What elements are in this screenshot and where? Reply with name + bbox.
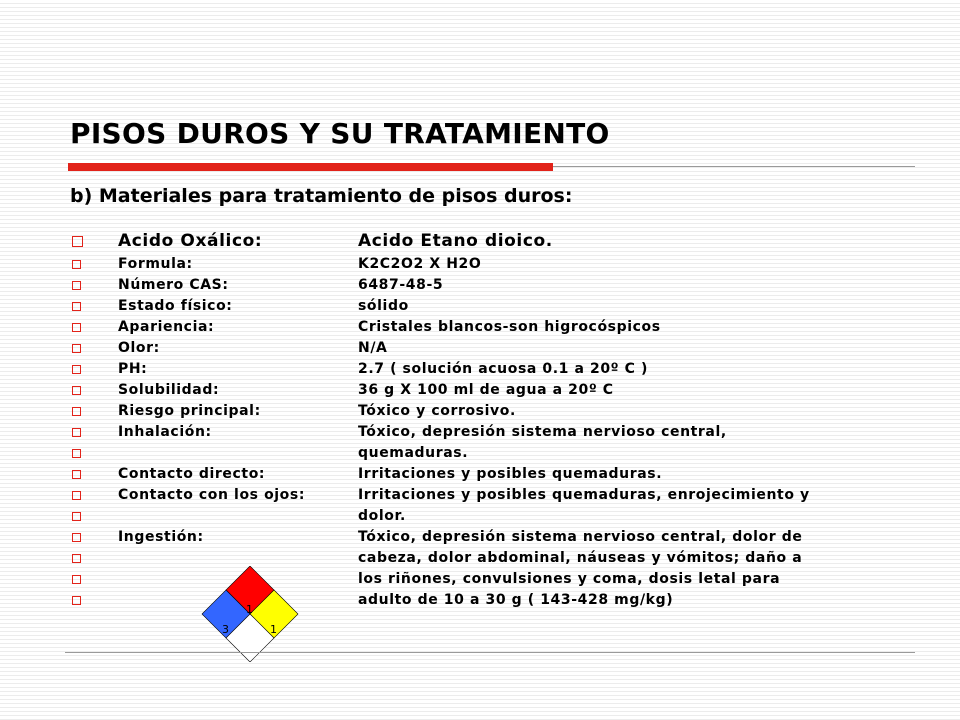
nfpa-diamond-icon: [200, 566, 300, 662]
property-row: [72, 380, 922, 401]
property-value: Acido Etano dioico.: [358, 231, 553, 251]
square-bullet-icon: [72, 596, 81, 605]
square-bullet-icon: [72, 512, 81, 521]
property-label: Solubilidad:: [118, 382, 220, 398]
property-row: [72, 228, 922, 254]
property-label: Estado físico:: [118, 298, 233, 314]
square-bullet-icon: [72, 302, 81, 311]
property-value: adulto de 10 a 30 g ( 143-428 mg/kg): [358, 592, 674, 608]
property-row: [72, 296, 922, 317]
property-label: Contacto directo:: [118, 466, 266, 482]
property-label: Olor:: [118, 340, 160, 356]
property-value: N/A: [358, 340, 388, 356]
square-bullet-icon: [72, 407, 81, 416]
nfpa-reactivity-rating: 1: [270, 623, 277, 636]
property-value: dolor.: [358, 508, 406, 524]
square-bullet-icon: [72, 260, 81, 269]
property-row: [72, 443, 922, 464]
property-label: Formula:: [118, 256, 193, 272]
property-value: 36 g X 100 ml de agua a 20º C: [358, 382, 614, 398]
property-row: [72, 422, 922, 443]
square-bullet-icon: [72, 323, 81, 332]
property-value: Tóxico, depresión sistema nervioso central,: [358, 424, 727, 440]
section-subtitle: b) Materiales para tratamiento de pisos duros:: [70, 185, 573, 207]
title-divider-line: [553, 166, 915, 167]
property-row: [72, 275, 922, 296]
square-bullet-icon: [72, 386, 81, 395]
property-row: [72, 401, 922, 422]
property-row: [72, 485, 922, 506]
square-bullet-icon: [72, 533, 81, 542]
property-value: Irritaciones y posibles quemaduras.: [358, 466, 663, 482]
property-value: Irritaciones y posibles quemaduras, enrojecimiento y: [358, 487, 810, 503]
property-label: Número CAS:: [118, 277, 229, 293]
property-value: Cristales blancos-son higrocóspicos: [358, 319, 661, 335]
square-bullet-icon: [72, 449, 81, 458]
property-value: cabeza, dolor abdominal, náuseas y vómitos; daño a: [358, 550, 803, 566]
square-bullet-icon: [72, 575, 81, 584]
nfpa-flammability-rating: 1: [246, 603, 253, 616]
property-value: Tóxico, depresión sistema nervioso central, dolor de: [358, 529, 803, 545]
property-value: quemaduras.: [358, 445, 469, 461]
property-row: [72, 317, 922, 338]
property-row: [72, 506, 922, 527]
property-row: [72, 338, 922, 359]
property-value: los riñones, convulsiones y coma, dosis letal para: [358, 571, 781, 587]
property-label: Apariencia:: [118, 319, 215, 335]
square-bullet-icon: [72, 554, 81, 563]
square-bullet-icon: [72, 491, 81, 500]
property-label: Acido Oxálico:: [118, 231, 263, 251]
square-bullet-icon: [72, 365, 81, 374]
property-label: Inhalación:: [118, 424, 212, 440]
property-label: Contacto con los ojos:: [118, 487, 306, 503]
square-bullet-icon: [72, 281, 81, 290]
property-row: [72, 359, 922, 380]
nfpa-health-rating: 3: [222, 623, 229, 636]
property-label: PH:: [118, 361, 148, 377]
footer-divider-line: [65, 652, 915, 653]
property-label: Ingestión:: [118, 529, 204, 545]
property-value: Tóxico y corrosivo.: [358, 403, 516, 419]
title-underline-bar: [68, 163, 553, 171]
square-bullet-icon: [72, 428, 81, 437]
property-value: 6487-48-5: [358, 277, 444, 293]
square-bullet-icon: [72, 470, 81, 479]
property-row: [72, 527, 922, 548]
square-bullet-icon: [72, 236, 83, 247]
property-value: K2C2O2 X H2O: [358, 256, 482, 272]
square-bullet-icon: [72, 344, 81, 353]
slide-title: PISOS DUROS Y SU TRATAMIENTO: [70, 117, 610, 150]
property-row: [72, 464, 922, 485]
property-list: [72, 228, 922, 611]
property-label: Riesgo principal:: [118, 403, 261, 419]
property-value: 2.7 ( solución acuosa 0.1 a 20º C ): [358, 361, 649, 377]
property-row: [72, 254, 922, 275]
property-value: sólido: [358, 298, 409, 314]
